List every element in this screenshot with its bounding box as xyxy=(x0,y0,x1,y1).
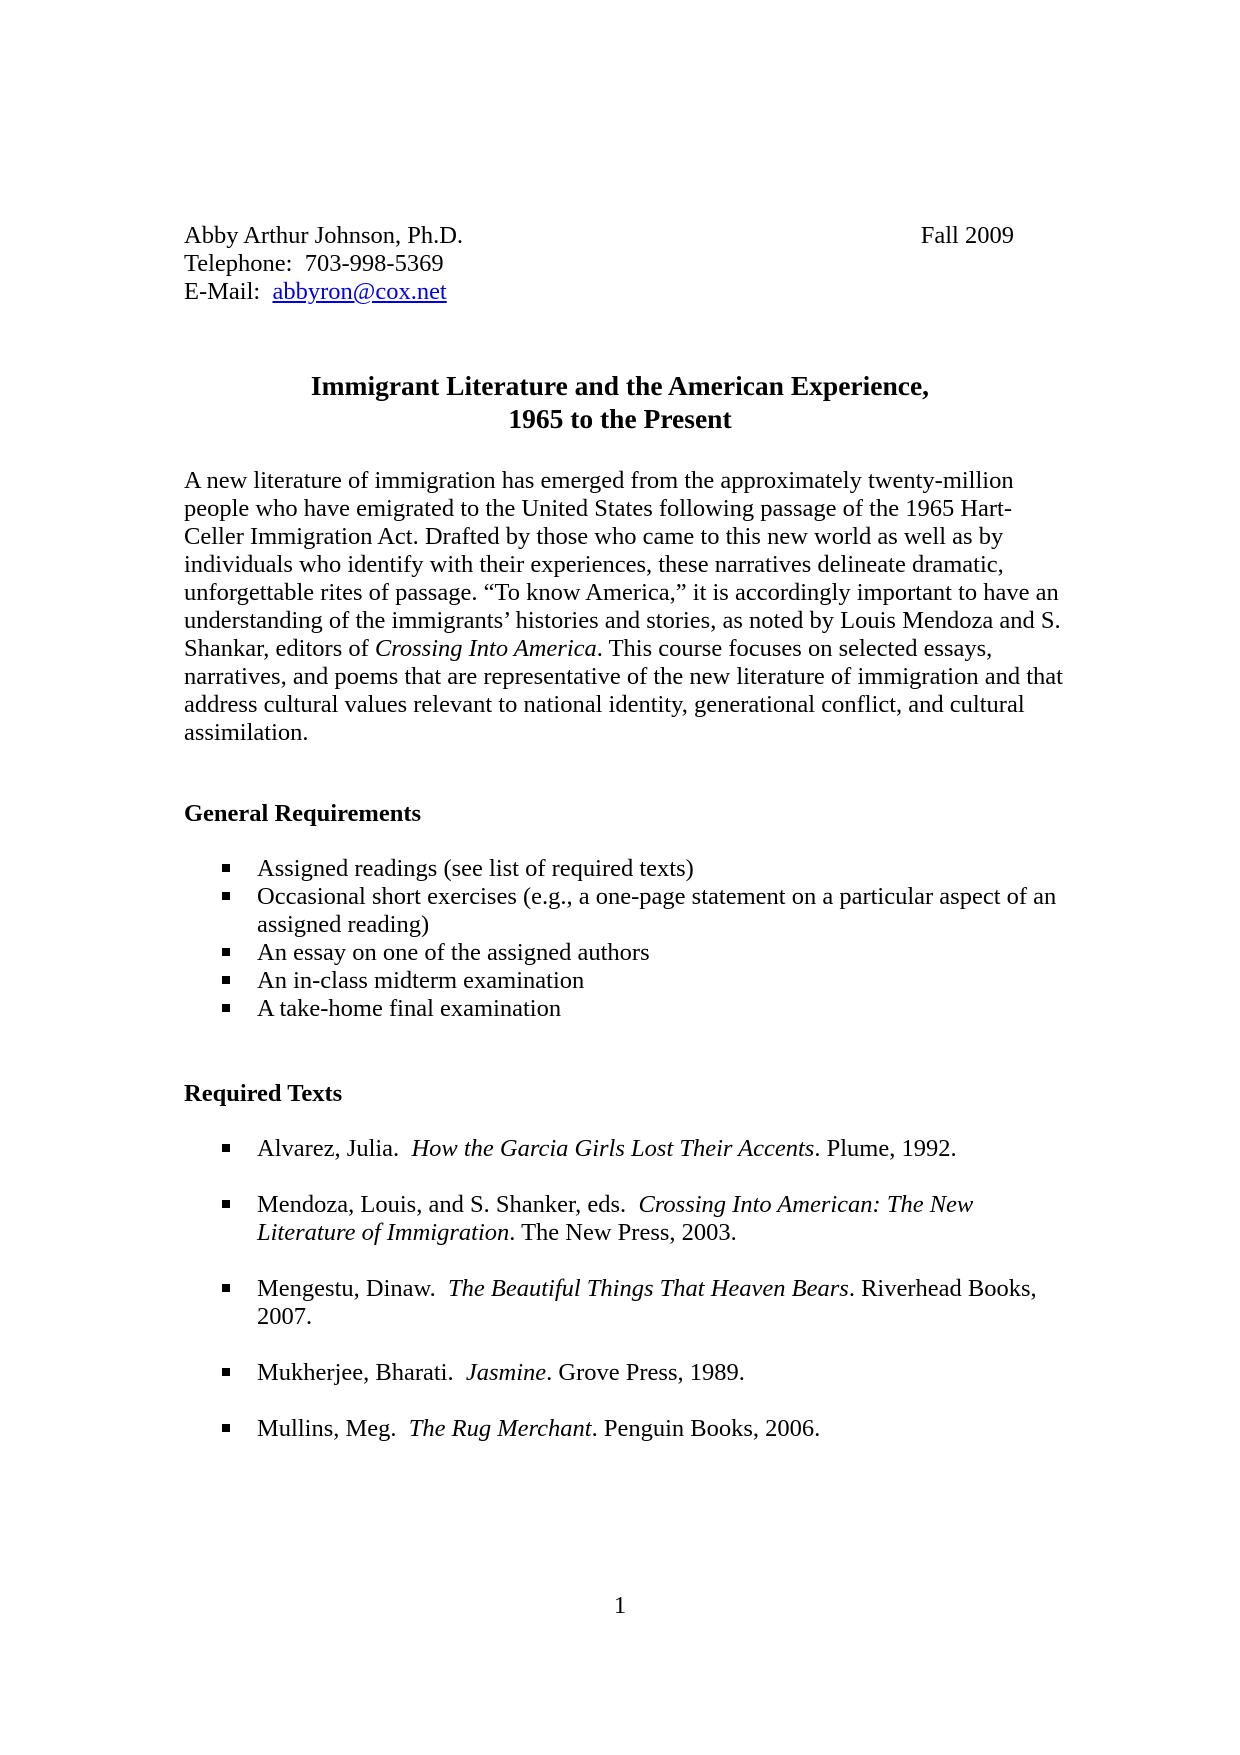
requirements-heading: General Requirements xyxy=(184,800,422,827)
page-number: 1 xyxy=(613,1592,627,1619)
list-item: A take-home final examination xyxy=(184,995,1064,1023)
required-texts-list xyxy=(184,1135,1064,1471)
header-block xyxy=(184,222,1014,306)
telephone-line xyxy=(184,250,1014,278)
bullet-icon xyxy=(222,948,230,956)
bullet-icon xyxy=(222,892,230,900)
list-item: Alvarez, Julia. How the Garcia Girls Lost Their Accents. Plume, 1992. xyxy=(184,1135,1064,1163)
list-item: Mengestu, Dinaw. The Beautiful Things That Heaven Bears. Riverhead Books, 2007. xyxy=(184,1275,1064,1331)
bullet-icon xyxy=(222,976,230,984)
instructor-name: Abby Arthur Johnson, Ph.D. xyxy=(184,222,464,249)
list-item: Mukherjee, Bharati. Jasmine. Grove Press, 1989. xyxy=(184,1359,1064,1387)
bullet-icon xyxy=(222,1424,230,1432)
list-item: Mullins, Meg. The Rug Merchant. Penguin Books, 2006. xyxy=(184,1415,1064,1443)
telephone-label: Telephone: xyxy=(184,250,293,277)
list-item: Mendoza, Louis, and S. Shanker, eds. Crossing Into American: The New Literature of Immigration. The New Press, 2003. xyxy=(184,1191,1064,1247)
intro-paragraph xyxy=(184,467,1064,747)
bullet-icon xyxy=(222,1144,230,1152)
document-title xyxy=(0,369,1240,435)
list-item: An essay on one of the assigned authors xyxy=(184,939,1064,967)
telephone-number: 703-998-5369 xyxy=(304,250,444,277)
title-line-1: Immigrant Literature and the American Experience, xyxy=(310,370,930,401)
intro-text-end: . This course focuses on selected essays, narratives, and poems that are representative of the new literature of immigration and that address cultural values relevant to national identity, generational conflict, and cultural assimilation. xyxy=(184,635,1063,746)
term-label: Fall 2009 xyxy=(920,222,1014,249)
title-line-2: 1965 to the Present xyxy=(508,403,732,434)
email-line xyxy=(184,278,1014,306)
bullet-icon xyxy=(222,864,230,872)
intro-text-start: A new literature of immigration has emerged from the approximately twenty-million people who have emigrated to the United States following passage of the 1965 Hart-Celler Immigration Act. Drafted by those who came to this new world as well as by individuals who identify with their experiences, these narratives delineate dramatic, unforgettable rites of passage. “To know America,” it is accordingly important to have an understanding of the immigrants’ histories and stories, as noted by Louis Mendoza and S. Shankar, editors of xyxy=(184,467,1061,662)
bullet-icon xyxy=(222,1004,230,1012)
bullet-icon xyxy=(222,1200,230,1208)
email-label: E-Mail: xyxy=(184,278,261,305)
bullet-icon xyxy=(222,1284,230,1292)
list-item: Assigned readings (see list of required texts) xyxy=(184,855,1064,883)
bullet-icon xyxy=(222,1368,230,1376)
requirements-list xyxy=(184,855,1064,1023)
required-texts-heading: Required Texts xyxy=(184,1080,343,1107)
email-link[interactable]: abbyron@cox.net xyxy=(272,278,447,305)
intro-book-title: Crossing Into America xyxy=(374,635,597,662)
list-item: An in-class midterm examination xyxy=(184,967,1064,995)
list-item: Occasional short exercises (e.g., a one-page statement on a particular aspect of an assigned reading) xyxy=(184,883,1064,939)
